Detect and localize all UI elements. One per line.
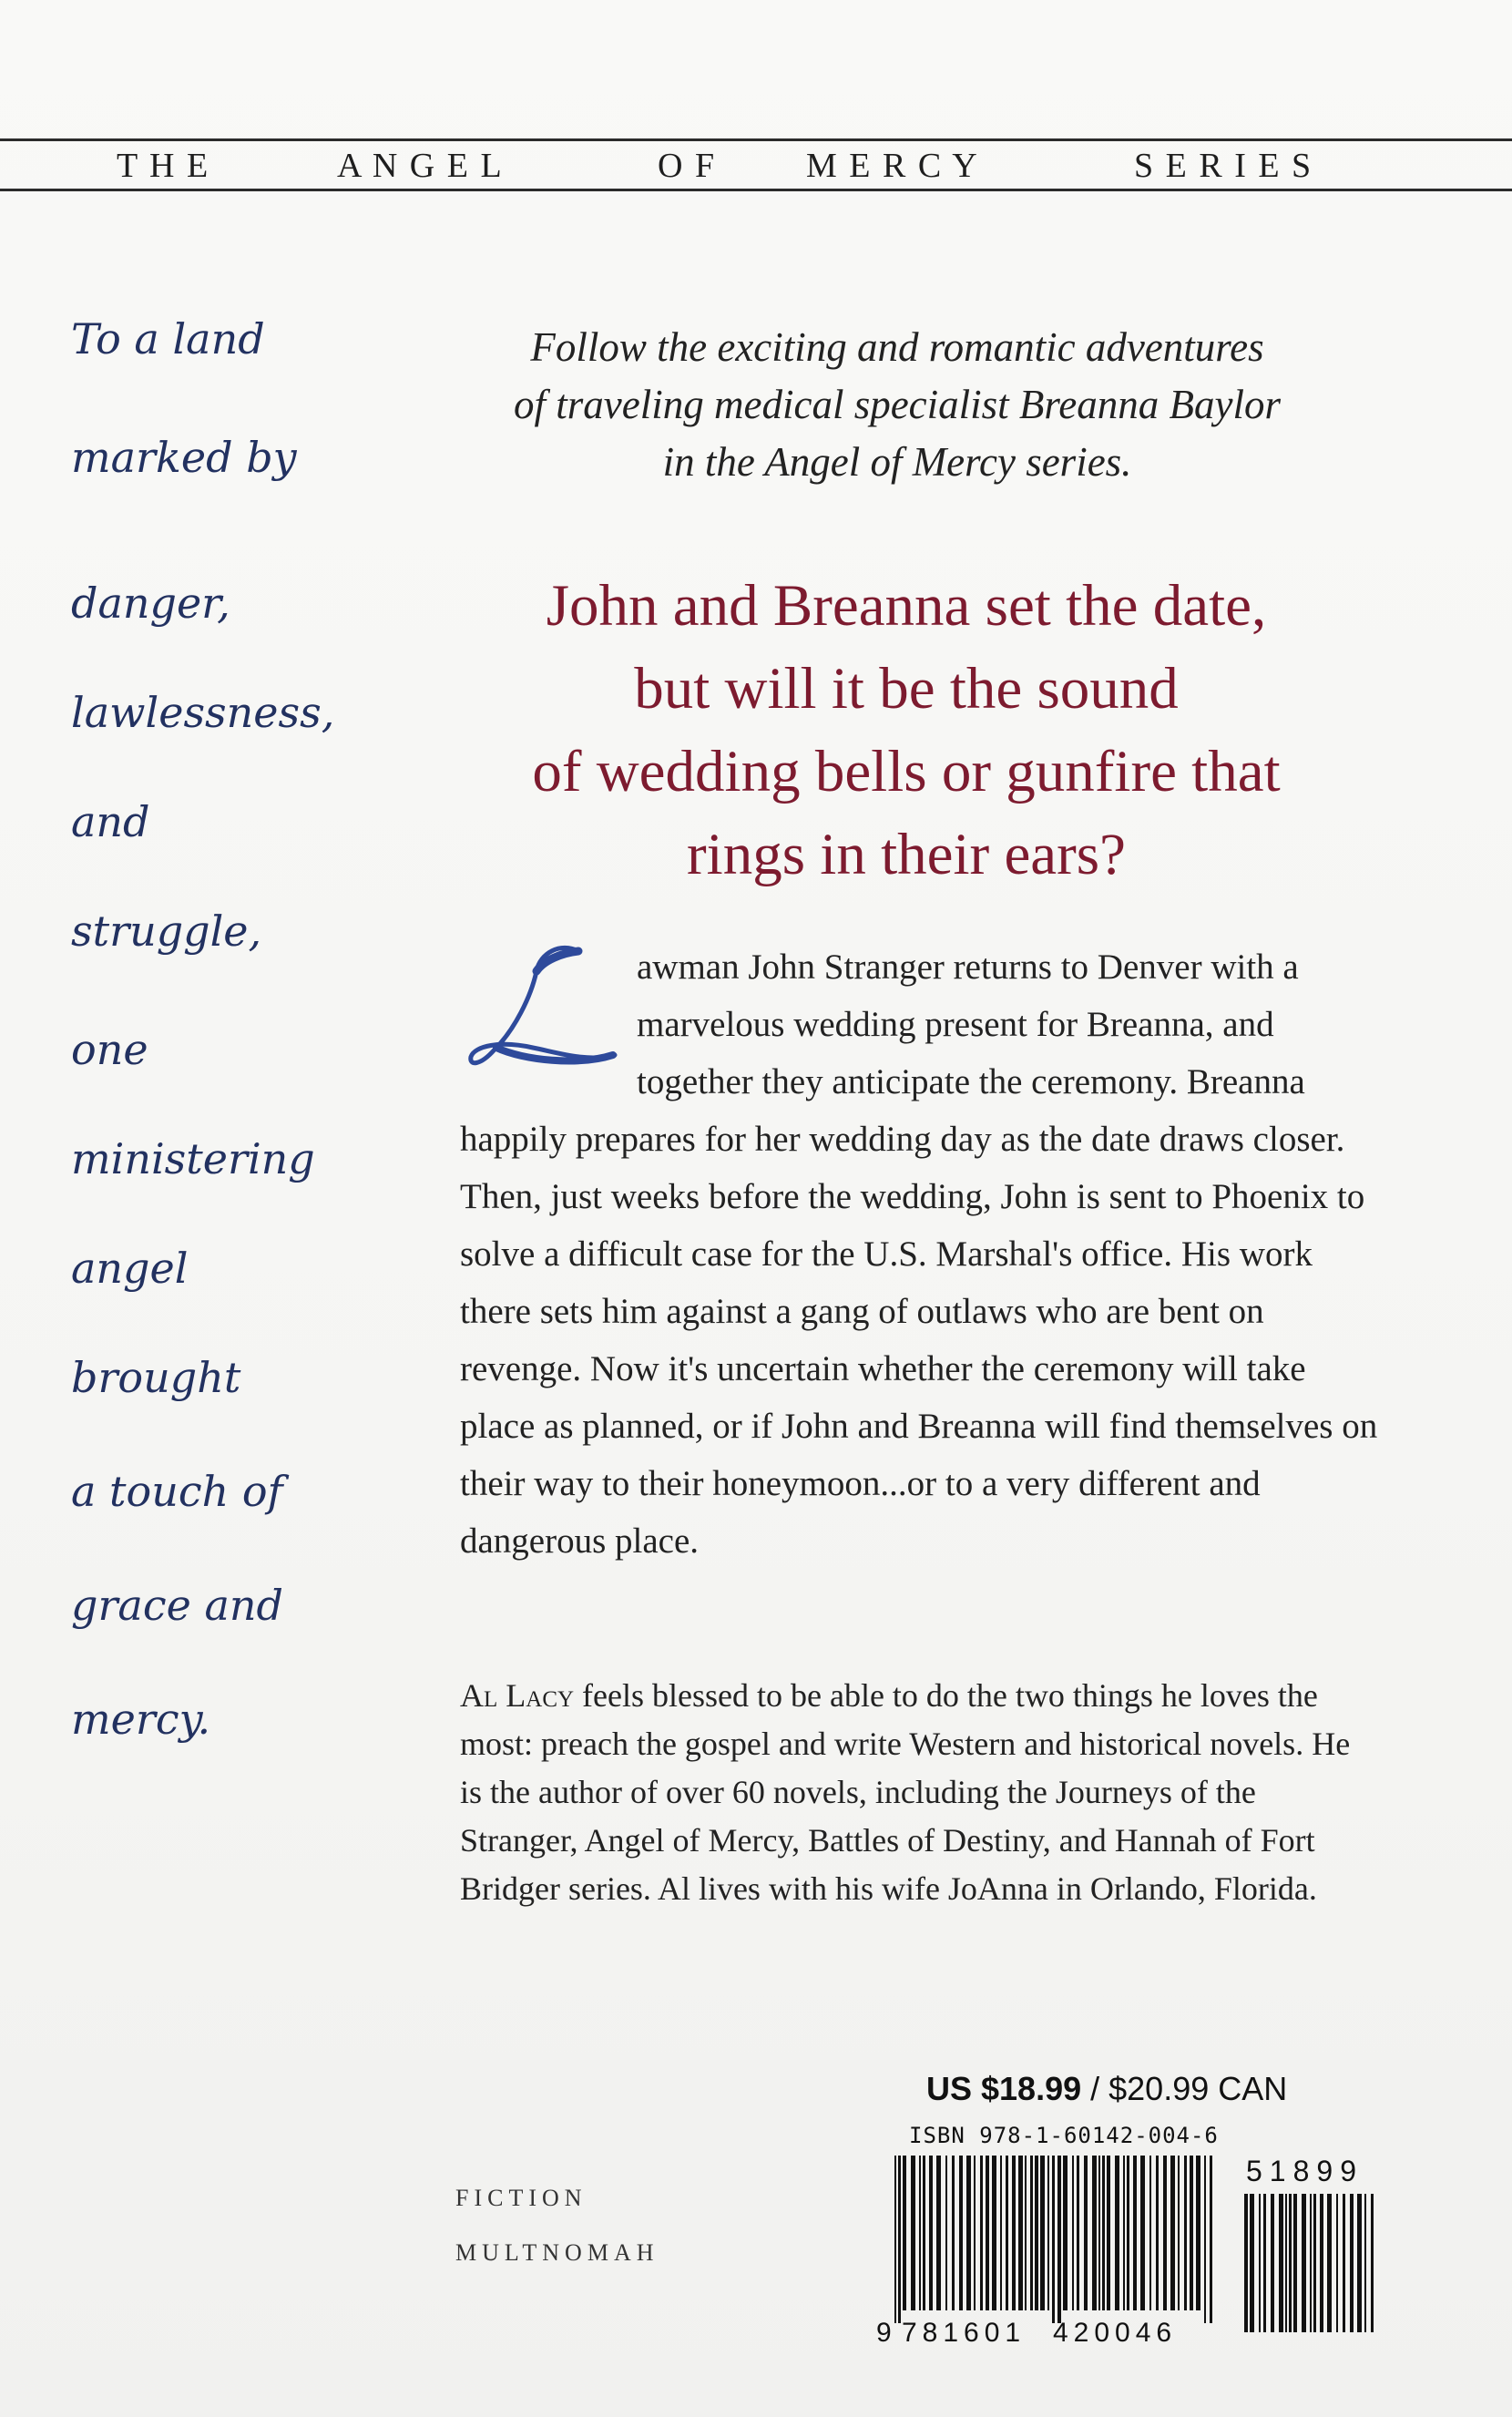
poem-line: one [71, 1025, 148, 1074]
series-intro [460, 319, 1334, 491]
barcode-bar [1163, 2156, 1167, 2310]
series-rule-bottom [0, 189, 1512, 191]
barcode-bar [1012, 2156, 1016, 2310]
barcode-bar [1327, 2194, 1332, 2332]
barcode-bar [1102, 2156, 1105, 2310]
barcode-bar [1057, 2156, 1061, 2323]
series-word-of: O F [658, 147, 717, 185]
barcode-bar [966, 2156, 971, 2310]
intro-line: of traveling medical specialist Breanna Baylor [514, 382, 1281, 427]
barcode-bar [1072, 2156, 1074, 2310]
barcode-bar [1133, 2156, 1137, 2310]
poem-line: brought [71, 1353, 241, 1402]
poem-line: marked by [71, 433, 297, 482]
imprint [455, 2171, 659, 2280]
barcode-right-digits: 420046 [1053, 2318, 1178, 2348]
barcode-bar [974, 2156, 976, 2310]
poem-line: lawlessness, [71, 688, 335, 737]
barcode-bar [1364, 2194, 1366, 2332]
barcode-bar [1204, 2156, 1206, 2323]
barcode-bar [1279, 2194, 1283, 2332]
barcode-bar [1127, 2156, 1129, 2310]
barcode-bar [1196, 2156, 1200, 2310]
barcode-left-digits: 781601 [902, 2318, 1027, 2348]
headline-line: of wedding bells or gunfire that [532, 739, 1281, 804]
barcode-bar [1371, 2194, 1374, 2332]
author-bio [460, 1672, 1371, 1913]
series-word-angel: A N G E L [337, 147, 504, 185]
barcode-bar [1210, 2156, 1212, 2323]
series-word-series: S E R I E S [1134, 147, 1313, 185]
barcode-bar [952, 2156, 955, 2310]
barcode-bar [1336, 2194, 1338, 2332]
series-rule-top [0, 138, 1512, 141]
barcode-bar [1293, 2194, 1297, 2332]
barcode-bar [1063, 2156, 1068, 2310]
barcode-bar [1190, 2156, 1193, 2310]
barcode-bar [986, 2156, 989, 2310]
barcode-bar [1250, 2194, 1254, 2332]
barcode-bar [959, 2156, 963, 2310]
author-name: Al Lacy [460, 1677, 575, 1714]
barcode-bar [898, 2156, 901, 2323]
barcode-bar [911, 2156, 915, 2310]
barcode-bar [894, 2156, 896, 2323]
barcode-bar [1052, 2156, 1055, 2323]
barcode-bar [1156, 2156, 1159, 2310]
barcode-bar [945, 2156, 947, 2310]
barcode-addon-digits: 51899 [1246, 2155, 1364, 2187]
poem-line: ministering [71, 1134, 315, 1183]
barcode-bar [1350, 2194, 1354, 2332]
barcode-bar [1092, 2156, 1097, 2310]
barcode-bar [1271, 2194, 1274, 2332]
barcode-bar [1025, 2156, 1027, 2310]
barcode-bar [1149, 2156, 1151, 2310]
drop-cap-l [460, 940, 624, 1077]
poem-line: grace and [71, 1581, 283, 1630]
price-separator: / [1081, 2070, 1109, 2107]
barcode-bar [1006, 2156, 1008, 2310]
price-can: $20.99 CAN [1108, 2070, 1288, 2107]
barcode-bar [1178, 2156, 1180, 2310]
barcode-bar [1107, 2156, 1110, 2310]
poem-line: mercy. [71, 1695, 211, 1744]
poem-line: struggle, [71, 906, 262, 956]
barcode-bar [1115, 2156, 1119, 2310]
barcode-bar [923, 2156, 925, 2310]
isbn-text: ISBN 978-1-60142-004-6 [909, 2123, 1219, 2148]
barcode-bar [1285, 2194, 1287, 2332]
poem-line: danger, [71, 579, 230, 628]
headline-line: but will it be the sound [634, 656, 1179, 722]
headline-line: John and Breanna set the date, [546, 573, 1267, 639]
barcode-bar [1040, 2156, 1045, 2310]
barcode-bar [1030, 2156, 1033, 2310]
barcode-bar [1302, 2194, 1306, 2332]
synopsis-text: awman John Stranger returns to Denver with a marvelous wedding present for Breanna, and together they anticipate the ceremony. Breanna happily prepares for her wedding day as the date draws closer. Then, just weeks before the wedding, John is sent to Phoenix to solve a difficult case for the U.S. Marshal's office. His work there sets him against a gang of outlaws who are bent on revenge. Now it's uncertain whether the ceremony will take place as planned, or if John and Breanna will find themselves on their way to their honeymoon...or to a very different and dangerous place. [460, 947, 1378, 1561]
barcode-bar [1357, 2194, 1362, 2332]
publisher-label: MULTNOMAH [455, 2239, 659, 2266]
barcode-bar [1140, 2156, 1145, 2310]
bio-text: feels blessed to be able to do the two things he loves the most: preach the gospel and write Western and historical novels. He is the author of over 60 novels, including the Journeys of the Stranger, Angel of Mercy, Battles of Destiny, and Hannah of Fort Bridger series. Al lives with his wife JoAnna in Orlando, Florida. [460, 1677, 1351, 1907]
barcode [874, 2150, 1384, 2350]
barcode-main-bars [894, 2156, 1212, 2323]
barcode-bar [1098, 2156, 1100, 2310]
barcode-bar [1047, 2156, 1049, 2310]
barcode-bar [1077, 2156, 1079, 2310]
poem-line: a touch of [71, 1467, 283, 1516]
barcode-bar [1310, 2194, 1312, 2332]
barcode-bar [936, 2156, 941, 2310]
intro-line: in the Angel of Mercy series. [662, 439, 1132, 485]
poem-line: To a land [71, 314, 265, 364]
barcode-bar [1170, 2156, 1175, 2310]
genre-label: FICTION [455, 2185, 587, 2211]
barcode-bar [1289, 2194, 1292, 2332]
series-word-mercy: M E R C Y [806, 147, 979, 185]
barcode-bar [1000, 2156, 1002, 2310]
intro-line: Follow the exciting and romantic adventures [530, 324, 1264, 370]
barcode-prefix-digit: 9 [876, 2318, 892, 2348]
barcode-bar [903, 2156, 906, 2310]
series-banner [0, 146, 1512, 186]
barcode-bar [1320, 2194, 1323, 2332]
barcode-bar [1259, 2194, 1261, 2332]
barcode-bar [1184, 2156, 1187, 2310]
headline-line: rings in their ears? [687, 822, 1126, 887]
barcode-bar [1084, 2156, 1088, 2310]
barcode-bar [1123, 2156, 1125, 2310]
poem-line: and [71, 797, 150, 846]
price-us: US $18.99 [926, 2070, 1082, 2107]
barcode-addon-bars [1244, 2194, 1374, 2332]
series-word-the: T H E [117, 147, 210, 185]
synopsis [460, 938, 1380, 1570]
barcode-bar [1244, 2194, 1248, 2332]
price-line [926, 2070, 1400, 2108]
headline [460, 565, 1353, 896]
poem-line: angel [71, 1244, 189, 1293]
barcode-bar [1035, 2156, 1038, 2310]
barcode-bar [1343, 2194, 1345, 2332]
barcode-bar [992, 2156, 996, 2310]
barcode-bar [929, 2156, 933, 2310]
barcode-bar [919, 2156, 921, 2310]
barcode-bar [1018, 2156, 1023, 2310]
barcode-bar [1263, 2194, 1266, 2332]
barcode-bar [980, 2156, 983, 2310]
barcode-bar [1313, 2194, 1316, 2332]
